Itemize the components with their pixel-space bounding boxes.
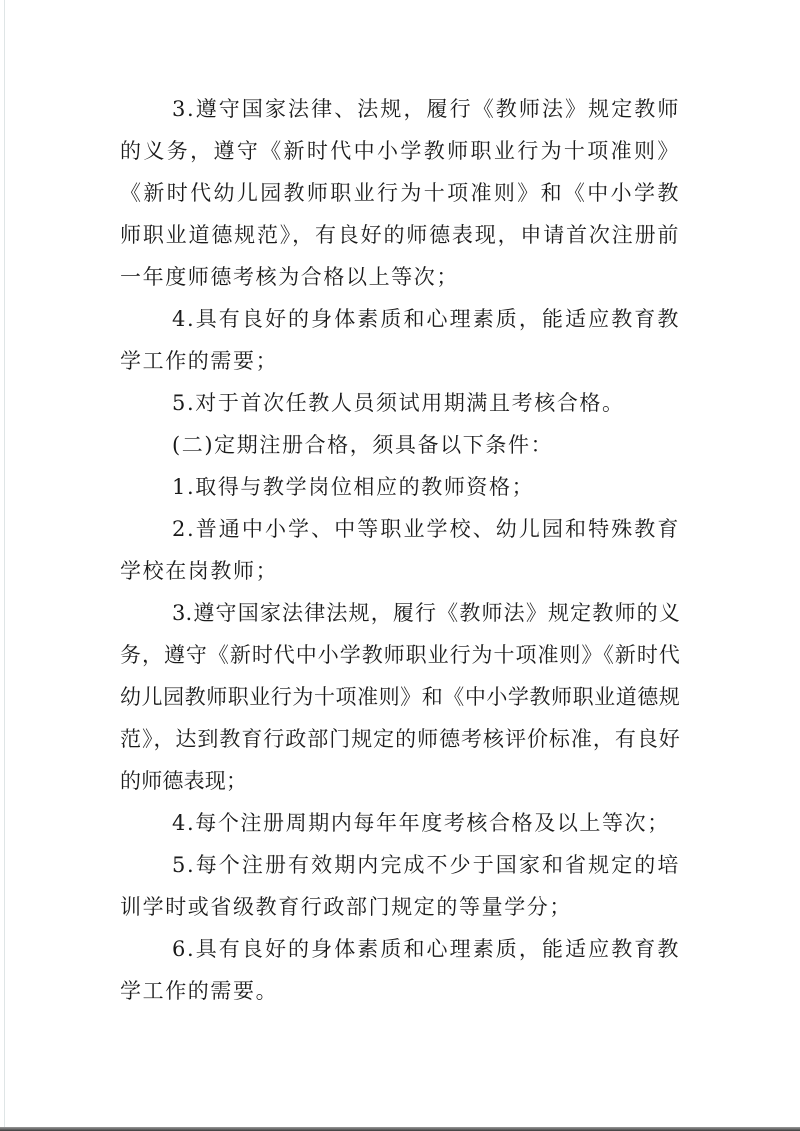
scan-edge-bottom: [0, 1127, 800, 1131]
paragraph-periodic-item-4: 4.每个注册周期内每年年度考核合格及以上等次；: [172, 811, 670, 835]
paragraph-first-registration-item-4: 4.具有良好的身体素质和心理素质，能适应教育教学工作的需要；: [120, 307, 680, 373]
document-body: [120, 88, 680, 1012]
section-heading-periodic-registration: (二)定期注册合格，须具备以下条件：: [172, 433, 554, 457]
paragraph-first-registration-item-5: 5.对于首次任教人员须试用期满且考核合格。: [172, 391, 625, 415]
paragraph-periodic-item-6: 6.具有良好的身体素质和心理素质，能适应教育教学工作的需要。: [120, 937, 680, 1003]
paragraph-periodic-item-3: 3.遵守国家法律法规，履行《教师法》规定教师的义务，遵守《新时代中小学教师职业行为十项准则》《新时代幼儿园教师职业行为十项准则》和《中小学教师职业道德规范》，达到教育行政部门规定的师德考核评价标准，有良好的师德表现；: [120, 601, 680, 793]
paragraph-periodic-item-1: 1.取得与教学岗位相应的教师资格；: [172, 475, 535, 499]
paragraph-periodic-item-2: 2.普通中小学、中等职业学校、幼儿园和特殊教育学校在岗教师；: [120, 517, 680, 583]
paragraph-first-registration-item-3: 3.遵守国家法律、法规，履行《教师法》规定教师的义务，遵守《新时代中小学教师职业行为十项准则》《新时代幼儿园教师职业行为十项准则》和《中小学教师职业道德规范》，有良好的师德表现，申请首次注册前一年度师德考核为合格以上等次；: [120, 97, 680, 289]
paragraph-periodic-item-5: 5.每个注册有效期内完成不少于国家和省规定的培训学时或省级教育行政部门规定的等量学分；: [120, 853, 680, 919]
scan-edge-left: [4, 0, 5, 1131]
